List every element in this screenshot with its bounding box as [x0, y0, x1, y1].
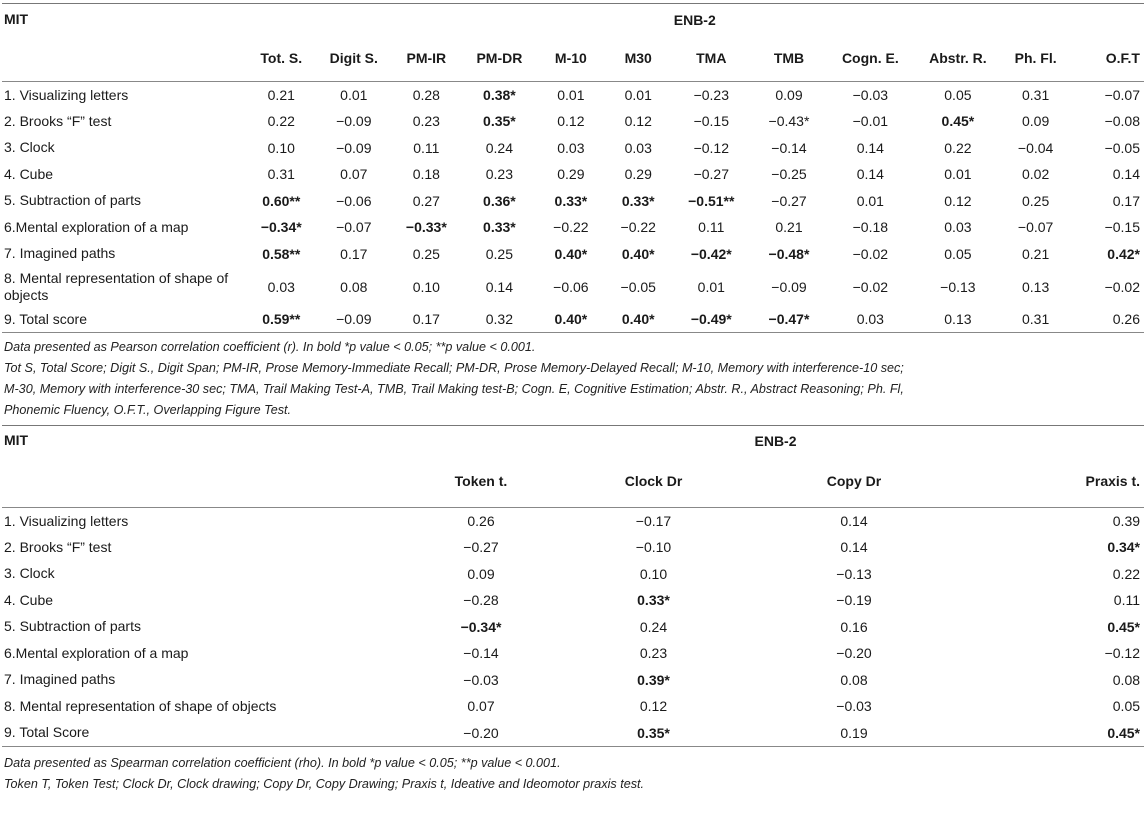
table-cell: 0.27	[412, 192, 440, 209]
table-cell: 0.32	[462, 306, 537, 333]
table-cell: −0.07	[1104, 87, 1140, 103]
table-cell: 0.31	[1021, 87, 1050, 103]
table-cell: −0.02	[852, 245, 889, 262]
table-cell: 0.33*	[483, 219, 516, 236]
table-cell: −0.48*	[768, 245, 810, 262]
table-note: Data presented as Spearman correlation coefficient (rho). In bold *p value < 0.05; **p value < 0.001.	[4, 755, 561, 770]
table-cell: 0.28	[412, 87, 440, 103]
table-cell: 0.60**	[262, 192, 301, 209]
row-label: 7. Imagined paths	[4, 245, 116, 262]
table-cell: −0.05	[1104, 139, 1140, 156]
table-notes	[2, 747, 1144, 795]
table-cell: 0.33*	[554, 192, 588, 209]
table-cell: −0.23	[693, 87, 729, 103]
table-row	[2, 640, 1144, 667]
table-cell: −0.22	[553, 219, 589, 236]
table-cell: 0.24	[639, 618, 668, 635]
table-cell: −0.27	[463, 539, 499, 556]
table-cell: 0.45*	[956, 720, 1144, 747]
table-row	[2, 108, 1144, 135]
table-cell: 0.11	[1113, 592, 1141, 609]
table-cell: 0.11	[698, 219, 725, 236]
table-cell: 0.24	[485, 139, 513, 156]
table-cell: −0.02	[1104, 278, 1140, 295]
table-cell: 0.19	[752, 720, 956, 747]
table-cell: 0.21	[267, 87, 295, 103]
table-row	[2, 720, 1144, 747]
row-label: 7. Imagined paths	[4, 671, 116, 688]
table-note: Tot S, Total Score; Digit S., Digit Span; PM-IR, Prose Memory-Immediate Recall; PM-DR, Prose Memory-Delayed Recall; M-10, Memory with interference-10 sec;	[4, 361, 904, 375]
table-cell: 0.12	[557, 113, 585, 130]
row-label: 2. Brooks “F” test	[4, 112, 112, 129]
table-cell: −0.28	[463, 592, 499, 609]
table-cell: 0.21	[1021, 245, 1050, 262]
table-cell: 0.17	[391, 306, 463, 333]
table-cell: 0.40*	[537, 306, 605, 333]
spearman-correlation-table	[2, 425, 1144, 747]
column-header: PM-IR	[406, 50, 447, 67]
row-label: 6.Mental exploration of a map	[4, 218, 189, 235]
table-cell: 0.25	[412, 245, 440, 262]
table-cell: −0.07	[1017, 219, 1054, 236]
table-cell: 0.01	[944, 166, 972, 183]
row-header: MIT	[4, 11, 29, 28]
table-cell: 0.05	[944, 245, 972, 262]
table-cell: −0.10	[635, 539, 672, 556]
column-header: Abstr. R.	[929, 50, 987, 67]
table-cell: 0.25	[1021, 192, 1050, 209]
table-cell: −0.12	[693, 139, 729, 156]
table-cell: −0.34*	[260, 219, 302, 236]
table-cell: 0.36*	[483, 192, 516, 209]
table-cell: 0.40*	[605, 306, 671, 333]
table-cell: 0.26	[467, 513, 495, 529]
table-row	[2, 135, 1144, 162]
table-cell: 0.16	[840, 618, 868, 635]
table-cell: −0.03	[463, 671, 499, 688]
table-cell: 0.01	[557, 87, 585, 103]
table-cell: 0.12	[624, 113, 652, 130]
table-cell: −0.14	[463, 645, 499, 662]
table-cell: −0.15	[1104, 219, 1140, 236]
table-cell: 0.10	[639, 565, 668, 582]
table-cell: −0.13	[940, 278, 976, 295]
table-cell: 0.31	[267, 166, 295, 183]
table-cell: −0.13	[836, 565, 872, 582]
table-cell: 0.33*	[621, 192, 655, 209]
table-cell: 0.33*	[637, 592, 670, 609]
table-cell: −0.33*	[405, 219, 447, 236]
table-cell: −0.01	[852, 113, 889, 130]
column-header: Token t.	[454, 473, 508, 490]
table-cell: 0.09	[1021, 113, 1050, 130]
table-cell: 0.01	[697, 278, 725, 295]
table-cell: 0.23	[485, 166, 513, 183]
table-note: M-30, Memory with interference-30 sec; TMA, Trail Making Test-A, TMB, Trail Making test-B; Cogn. E, Cognitive Estimation; Abstr. R., Abstract Reasoning; Ph. Fl,	[4, 382, 904, 396]
table-cell: 0.13	[914, 306, 1002, 333]
table-row	[2, 587, 1144, 614]
column-header: Tot. S.	[260, 50, 303, 67]
column-header: Ph. Fl.	[1014, 50, 1057, 67]
table-cell: 0.14	[485, 278, 513, 295]
table-row	[2, 508, 1144, 535]
table-cell: 0.17	[340, 245, 368, 262]
table-cell: −0.27	[771, 192, 807, 209]
table-cell: 0.45*	[1107, 618, 1141, 635]
table-cell: 0.39	[1112, 513, 1141, 529]
table-cell: 0.08	[1112, 671, 1141, 688]
row-label: 8. Mental representation of shape of objects	[4, 697, 277, 714]
table-cell: 0.05	[1112, 698, 1141, 715]
table-cell: −0.20	[836, 645, 872, 662]
table-cell: 0.14	[840, 539, 868, 556]
column-header: Copy Dr	[826, 473, 882, 490]
table-note: Data presented as Pearson correlation coefficient (r). In bold *p value < 0.05; **p value < 0.001.	[4, 340, 536, 354]
table-cell: −0.09	[317, 306, 391, 333]
table-cell: −0.22	[620, 219, 656, 236]
column-header: Clock Dr	[624, 473, 683, 490]
pearson-correlation-table	[2, 3, 1144, 333]
row-label: 4. Cube	[4, 591, 54, 608]
table-cell: −0.04	[1017, 139, 1054, 156]
table-row	[2, 214, 1144, 241]
table-note: Token T, Token Test; Clock Dr, Clock drawing; Copy Dr, Copy Drawing; Praxis t, Ideative and Ideomotor praxis test.	[4, 776, 645, 791]
table-cell: 0.07	[340, 166, 368, 183]
table-cell: 0.21	[775, 219, 803, 236]
row-label: 4. Cube	[4, 165, 54, 182]
table-cell: 0.03	[624, 139, 652, 156]
table-cell: −0.02	[852, 278, 889, 295]
row-label: 3. Clock	[4, 139, 55, 156]
column-header: Praxis t.	[1085, 473, 1141, 490]
row-label: 9. Total Score	[2, 720, 407, 747]
table-cell: −0.47*	[751, 306, 827, 333]
row-label: 3. Clock	[4, 565, 55, 582]
table-cell: 0.12	[639, 698, 668, 715]
table-cell: 0.09	[467, 565, 495, 582]
table-cell: 0.13	[1021, 278, 1050, 295]
table-cell: −0.42*	[690, 245, 732, 262]
table-cell: −0.03	[852, 87, 889, 103]
table-cell: 0.38*	[483, 87, 516, 103]
table-row	[2, 267, 1144, 306]
table-cell: 0.01	[624, 87, 652, 103]
column-header-row	[2, 456, 1144, 508]
table-cell: −0.34*	[460, 618, 502, 635]
table-cell: 0.22	[944, 139, 972, 156]
table-cell: −0.12	[1104, 645, 1141, 662]
table-row	[2, 306, 1144, 333]
table-cell: −0.43*	[768, 113, 810, 130]
table-cell: −0.17	[635, 513, 672, 529]
table-cell: 0.25	[485, 245, 513, 262]
table-cell: 0.23	[639, 645, 668, 662]
table-cell: 0.07	[467, 698, 495, 715]
table-cell: −0.08	[1104, 113, 1140, 130]
table-cell: 0.42*	[1107, 245, 1140, 262]
table-cell: −0.05	[620, 278, 656, 295]
table-cell: 0.03	[827, 306, 914, 333]
table-cell: 0.11	[413, 139, 440, 156]
column-header: M30	[624, 50, 652, 67]
table-cell: 0.08	[340, 278, 368, 295]
row-header: MIT	[4, 432, 29, 449]
table-cell: 0.34*	[1107, 539, 1141, 556]
table-notes	[2, 333, 1144, 425]
table-row	[2, 188, 1144, 215]
row-label: 9. Total score	[2, 306, 246, 333]
column-header: Cogn. E.	[841, 50, 899, 67]
row-label: 2. Brooks “F” test	[4, 538, 112, 555]
table-row	[2, 614, 1144, 641]
table-cell: 0.45*	[941, 113, 975, 130]
row-label: 8. Mental representation of shape of objects	[4, 269, 229, 303]
table-cell: 0.35*	[555, 720, 752, 747]
table-cell: −0.06	[553, 278, 589, 295]
table-cell: 0.23	[412, 113, 440, 130]
table-cell: 0.18	[412, 166, 440, 183]
table-cell: 0.40*	[554, 245, 588, 262]
table-cell: 0.02	[1021, 166, 1050, 183]
table-cell: 0.01	[340, 87, 368, 103]
table-row	[2, 241, 1144, 268]
column-header: M-10	[554, 50, 587, 67]
column-header: TMA	[696, 50, 727, 67]
table-cell: −0.09	[336, 113, 372, 130]
table-row	[2, 667, 1144, 694]
group-header: ENB-2	[754, 432, 797, 449]
table-row	[2, 161, 1144, 188]
table-row	[2, 561, 1144, 588]
column-header: PM-DR	[476, 50, 523, 67]
table-cell: 0.31	[1002, 306, 1069, 333]
table-cell: 0.26	[1069, 306, 1144, 333]
row-label: 1. Visualizing letters	[4, 512, 129, 529]
table-cell: 0.22	[267, 113, 295, 130]
table-cell: −0.25	[771, 166, 807, 183]
table-cell: 0.14	[1112, 166, 1140, 183]
table-cell: 0.58**	[262, 245, 301, 262]
table-cell: 0.10	[412, 278, 440, 295]
group-header: ENB-2	[673, 11, 716, 28]
table-cell: 0.29	[557, 166, 585, 183]
table-row	[2, 82, 1144, 109]
table-cell: −0.15	[693, 113, 729, 130]
column-header: TMB	[773, 50, 805, 67]
table-cell: 0.39*	[637, 671, 670, 688]
table-cell: 0.14	[856, 139, 884, 156]
table-body	[2, 508, 1144, 747]
table-cell: −0.07	[336, 219, 372, 236]
row-label: 5. Subtraction of parts	[4, 192, 141, 209]
table-cell: 0.29	[624, 166, 652, 183]
column-header: Digit S.	[329, 50, 378, 67]
table-cell: 0.01	[856, 192, 884, 209]
table-cell: 0.17	[1112, 192, 1140, 209]
table-cell: 0.12	[944, 192, 972, 209]
table-body	[2, 82, 1144, 333]
table-cell: 0.08	[840, 671, 868, 688]
table-cell: 0.05	[944, 87, 972, 103]
table-cell: 0.03	[557, 139, 585, 156]
column-header: O.F.T	[1105, 50, 1140, 67]
row-label: 1. Visualizing letters	[4, 86, 129, 103]
table-cell: −0.14	[771, 139, 807, 156]
table-cell: −0.49*	[671, 306, 751, 333]
table-cell: 0.10	[267, 139, 295, 156]
table-cell: −0.09	[771, 278, 807, 295]
table-cell: −0.19	[836, 592, 872, 609]
column-header-row	[2, 36, 1144, 82]
table-cell: −0.27	[693, 166, 729, 183]
row-label: 5. Subtraction of parts	[4, 618, 141, 635]
table-cell: −0.03	[836, 698, 872, 715]
table-cell: 0.09	[775, 87, 803, 103]
table-cell: −0.06	[336, 192, 372, 209]
table-cell: −0.51**	[688, 192, 735, 209]
table-cell: 0.14	[856, 166, 884, 183]
table-cell: −0.18	[852, 219, 889, 236]
table-cell: 0.40*	[621, 245, 655, 262]
table-cell: 0.03	[944, 219, 972, 236]
table-cell: 0.22	[1112, 565, 1141, 582]
table-cell: 0.59**	[246, 306, 318, 333]
table-row	[2, 693, 1144, 720]
table-cell: 0.03	[267, 278, 295, 295]
table-cell: −0.20	[407, 720, 555, 747]
table-note: Phonemic Fluency, O.F.T., Overlapping Figure Test.	[4, 403, 291, 417]
table-cell: −0.09	[336, 139, 372, 156]
table-row	[2, 534, 1144, 561]
row-label: 6.Mental exploration of a map	[4, 644, 189, 661]
table-cell: 0.14	[840, 513, 868, 529]
table-cell: 0.35*	[483, 113, 516, 130]
